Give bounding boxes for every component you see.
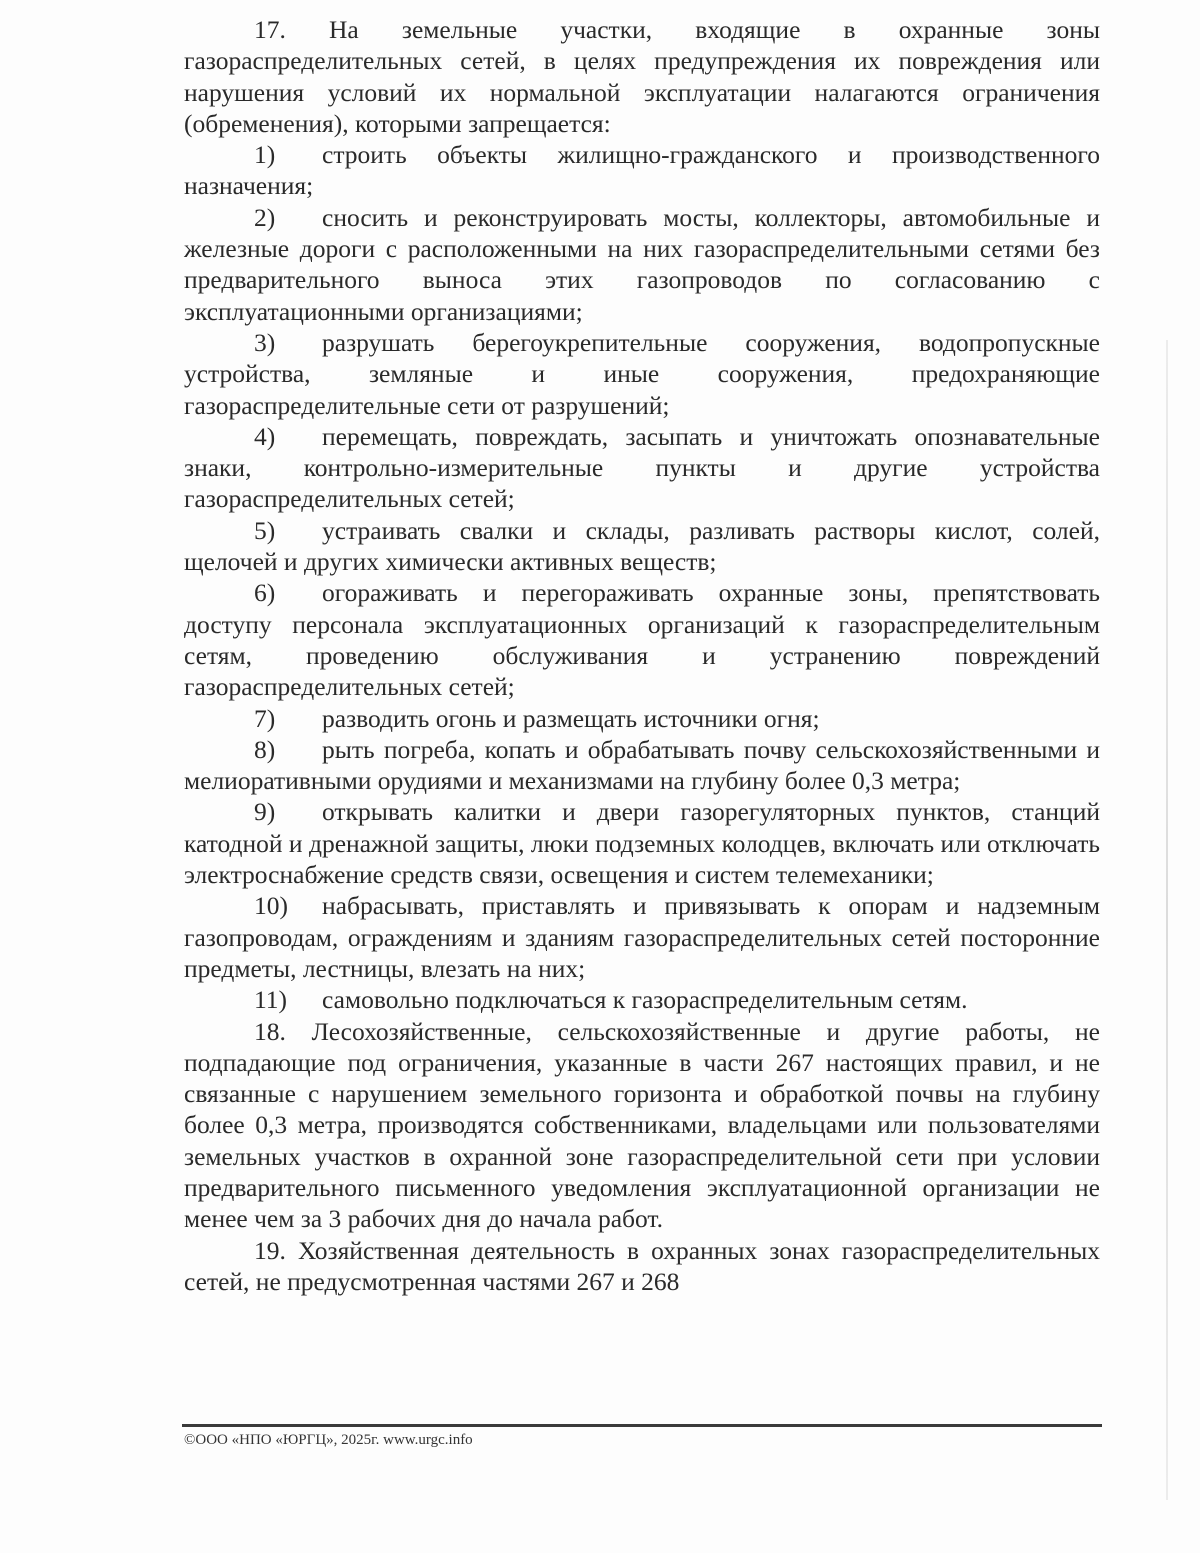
list-item (184, 515, 1100, 578)
list-item (184, 202, 1100, 327)
paragraph-19 (184, 1235, 1100, 1298)
list-item-number: 5) (254, 515, 276, 545)
list-item-text: набрасывать, приставлять и привязывать к опорам и надземным газопроводам, ограждениям и зданиям газораспределительных сетей посторонние предметы, лестницы, влезать на них; (184, 891, 1100, 983)
list-item (184, 577, 1100, 702)
document-body (184, 14, 1100, 1297)
list-item-number: 3) (254, 327, 276, 357)
list-item-text: открывать калитки и двери газорегуляторных пунктов, станций катодной и дренажной защиты, люки подземных колодцев, включать или отключать электроснабжение средств связи, освещения и систем телемеханики; (184, 797, 1100, 890)
list-item-text: устраивать свалки и склады, разливать растворы кислот, солей, щелочей и других химически активных веществ; (184, 515, 1100, 577)
list-item-number: 10) (254, 891, 288, 921)
list-item (184, 734, 1100, 797)
list-item (184, 421, 1100, 515)
list-item (184, 796, 1100, 890)
list-item-text: строить объекты жилищно-гражданского и производственного назначения; (184, 140, 1100, 201)
list-item-text: разрушать берегоукрепительные сооружения, водопропускные устройства, земляные и иные сооружения, предохраняющие газораспределительные сети от разрушений; (184, 327, 1100, 420)
list-item-number: 1) (254, 140, 276, 170)
list-item-number: 11) (254, 985, 288, 1015)
list-item-number: 2) (254, 202, 276, 232)
footer-copyright: ©ООО «НПО «ЮРГЦ», 2025г. www.urgc.info (184, 1432, 473, 1448)
list-item (184, 984, 1100, 1015)
paragraph-text: 18. Лесохозяйственные, сельскохозяйственные и другие работы, не подпадающие под ограничения, указанные в части 267 настоящих правил, и не связанные с нарушением земельного горизонта и обработкой почвы на глубину более 0,3 метра, производятся собственниками, владельцами или пользователями земельных участков в охранной зоне газораспределительной сети при условии предварительного письменного уведомления эксплуатационной организации не менее чем за 3 рабочих дня до начала работ. (184, 1016, 1100, 1234)
paragraph-18 (184, 1016, 1100, 1235)
list-item (184, 327, 1100, 421)
list-item-text: перемещать, повреждать, засыпать и уничтожать опознавательные знаки, контрольно-измерительные пункты и другие устройства газораспределительных сетей; (184, 421, 1100, 514)
list-item-text: разводить огонь и размещать источники огня; (322, 703, 820, 733)
scan-edge-line (1166, 340, 1168, 1500)
footer-divider (182, 1424, 1102, 1427)
list-item (184, 703, 1100, 734)
list-item-text: огораживать и перегораживать охранные зоны, препятствовать доступу персонала эксплуатационных организаций к газораспределительным сетям, проведению обслуживания и устранению повреждений газораспределительных сетей; (184, 578, 1100, 702)
list-item-text: рыть погреба, копать и обрабатывать почву сельскохозяйственными и мелиоративными орудиями и механизмами на глубину более 0,3 метра; (184, 734, 1100, 796)
paragraph-17 (184, 14, 1100, 139)
paragraph-text: 19. Хозяйственная деятельность в охранных зонах газораспределительных сетей, не предусмотренная частями 267 и 268 (184, 1235, 1100, 1296)
list-item-text: самовольно подключаться к газораспределительным сетям. (322, 985, 968, 1015)
list-item-number: 4) (254, 421, 276, 451)
list-item-number: 9) (254, 797, 276, 827)
list-item-number: 7) (254, 703, 276, 733)
list-item-text: сносить и реконструировать мосты, коллекторы, автомобильные и железные дороги с расположенными на них газораспределительными сетями без предварительного выноса этих газопроводов по согласованию с эксплуатационными организациями; (184, 202, 1100, 326)
list-item-number: 8) (254, 734, 276, 764)
list-item (184, 890, 1100, 984)
list-item (184, 139, 1100, 202)
list-item-number: 6) (254, 578, 276, 608)
paragraph-text: 17. На земельные участки, входящие в охранные зоны газораспределительных сетей, в целях предупреждения их повреждения или нарушения условий их нормальной эксплуатации налагаются ограничения (обременения), которыми запрещается: (184, 15, 1100, 138)
